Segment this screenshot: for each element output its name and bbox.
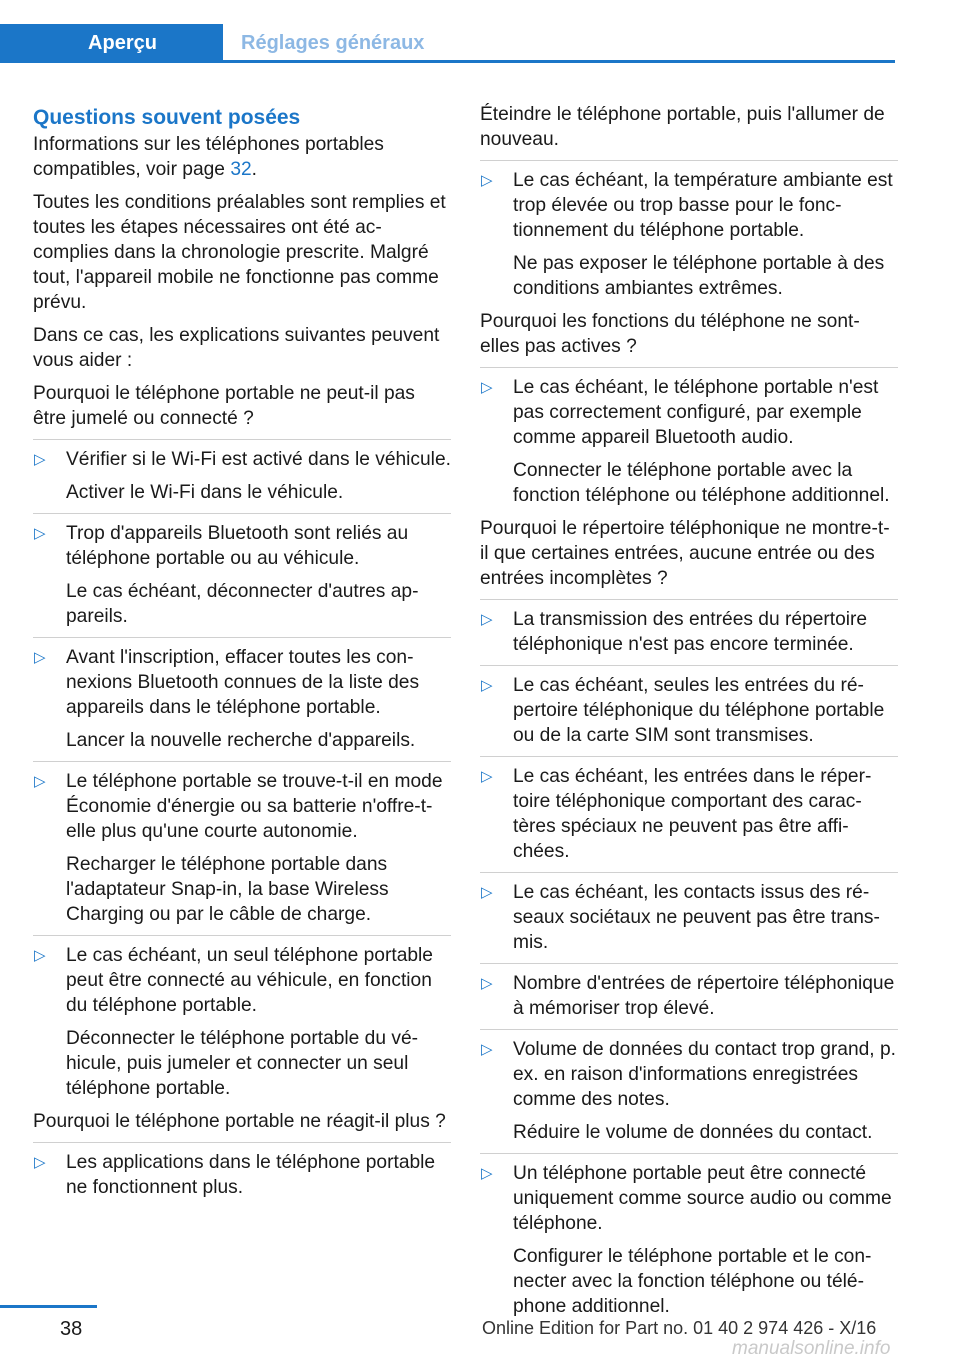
list-item-action: Le cas échéant, déconnecter d'autres appareils.	[66, 581, 419, 627]
question-phonebook: Pourquoi le répertoire téléphonique ne montre-t-il que certaines entrées, aucune entrée ou des entrées incomplètes ?	[480, 518, 890, 589]
list-item	[33, 1142, 451, 1200]
list-item	[33, 935, 451, 1101]
conditions-paragraph: Toutes les conditions préalables sont remplies et toutes les étapes nécessaires ont été accomplies dans la chronologie prescrite. Malgré tout, l'appareil mobile ne fonctionne pas comme prévu.	[33, 192, 446, 313]
footer-rule	[0, 1305, 97, 1308]
list-item	[33, 637, 451, 753]
list-item	[480, 872, 898, 955]
list-item	[33, 761, 451, 927]
edition-note: Online Edition for Part no. 01 40 2 974 426 - X/16	[482, 1318, 877, 1338]
intro-paragraph	[33, 132, 451, 182]
page-number: 38	[60, 1318, 83, 1340]
list-item-text: ▷ Avant l'inscription, effacer toutes les connexions Bluetooth connues de la liste des appareils dans le téléphone portable.	[66, 647, 420, 718]
list-item-text: ▷ Nombre d'entrées de répertoire téléphonique à mémoriser trop élevé.	[513, 973, 895, 1019]
list-item	[480, 1153, 898, 1319]
list-item-text: ▷ Un téléphone portable peut être connecté uniquement comme source audio ou comme téléphone.	[513, 1163, 892, 1234]
list-item	[480, 599, 898, 657]
list-item-text: ▷ La transmission des entrées du répertoire téléphonique n'est pas encore terminée.	[513, 609, 868, 655]
list-item-text: ▷ Le cas échéant, les contacts issus des réseaux sociétaux ne peuvent pas être transmis.	[513, 882, 880, 953]
intro-end: .	[251, 159, 257, 180]
list-item	[480, 367, 898, 508]
list-item	[33, 513, 451, 629]
list-item-action: Réduire le volume de données du contact.	[513, 1122, 873, 1143]
list-item-action: Activer le Wi-Fi dans le véhicule.	[66, 482, 344, 503]
section-heading: Questions souvent posées	[33, 106, 301, 129]
intro-text: Informations sur les téléphones portables compatibles, voir page	[33, 134, 384, 180]
tab-apercu-label: Aperçu	[88, 32, 157, 54]
list-item	[480, 756, 898, 864]
left-column	[33, 104, 451, 1208]
list-item	[480, 1029, 898, 1145]
list-item-text: ▷ Le cas échéant, un seul téléphone portable peut être connecté au véhicule, en fonction du téléphone portable.	[66, 945, 433, 1016]
tab-apercu[interactable]	[0, 24, 223, 63]
list-item-action: Éteindre le téléphone portable, puis l'allumer de nouveau.	[480, 104, 885, 150]
list-item-text: ▷ Le cas échéant, seules les entrées du répertoire téléphonique du téléphone portable ou de la carte SIM sont transmises.	[513, 675, 885, 746]
explanations-paragraph: Dans ce cas, les explications suivantes peuvent vous aider :	[33, 325, 440, 371]
list-item	[480, 160, 898, 301]
list-item-text: ▷ Le téléphone portable se trouve-t-il en mode Économie d'énergie ou sa batterie n'offre-t-elle plus qu'une courte autonomie.	[66, 771, 443, 842]
list-item	[480, 963, 898, 1021]
tab-reglages-label: Réglages généraux	[241, 32, 425, 54]
page-link[interactable]: 32	[230, 159, 252, 180]
list-item-action: Recharger le téléphone portable dans l'adaptateur Snap-in, la base Wireless Charging ou par le câble de charge.	[66, 854, 389, 925]
question-pairing: Pourquoi le téléphone portable ne peut-il pas être jumelé ou connecté ?	[33, 383, 415, 429]
question-not-responding: Pourquoi le téléphone portable ne réagit-il plus ?	[33, 1111, 446, 1132]
watermark: manualsonline.info	[732, 1338, 891, 1359]
header-rule	[0, 60, 895, 63]
right-column	[480, 102, 898, 1327]
list-item-text: ▷ Trop d'appareils Bluetooth sont reliés au téléphone portable ou au véhicule.	[66, 523, 409, 569]
list-item-action: Configurer le téléphone portable et le connecter avec la fonction téléphone ou téléphone additionnel.	[513, 1246, 872, 1317]
list-item-text: ▷ Le cas échéant, les entrées dans le répertoire téléphonique comportant des caractères spéciaux ne peuvent pas être affichées.	[513, 766, 872, 862]
question-functions: Pourquoi les fonctions du téléphone ne sont-elles pas actives ?	[480, 311, 860, 357]
list-item-action: Ne pas exposer le téléphone portable à des conditions ambiantes extrêmes.	[513, 253, 885, 299]
list-item-text: ▷ Le cas échéant, le téléphone portable n'est pas correctement configuré, par exemple comme appareil Bluetooth audio.	[513, 377, 879, 448]
list-item	[33, 439, 451, 505]
list-item-text: ▷ Volume de données du contact trop grand, p. ex. en raison d'informations enregistrées comme des notes.	[513, 1039, 896, 1110]
list-item-action: Lancer la nouvelle recherche d'appareils.	[66, 730, 416, 751]
list-item-text: ▷ Les applications dans le téléphone portable ne fonctionnent plus.	[66, 1152, 436, 1198]
list-item-text: ▷ Vérifier si le Wi-Fi est activé dans le véhicule.	[66, 449, 451, 470]
list-item-text: ▷ Le cas échéant, la température ambiante est trop élevée ou trop basse pour le fonctionnement du téléphone portable.	[513, 170, 893, 241]
tab-reglages-generaux[interactable]	[241, 24, 424, 63]
list-item-action: Connecter le téléphone portable avec la fonction téléphone ou téléphone additionnel.	[513, 460, 890, 506]
list-item	[480, 665, 898, 748]
list-item-action: Déconnecter le téléphone portable du véhicule, puis jumeler et connecter un seul téléphone portable.	[66, 1028, 419, 1099]
